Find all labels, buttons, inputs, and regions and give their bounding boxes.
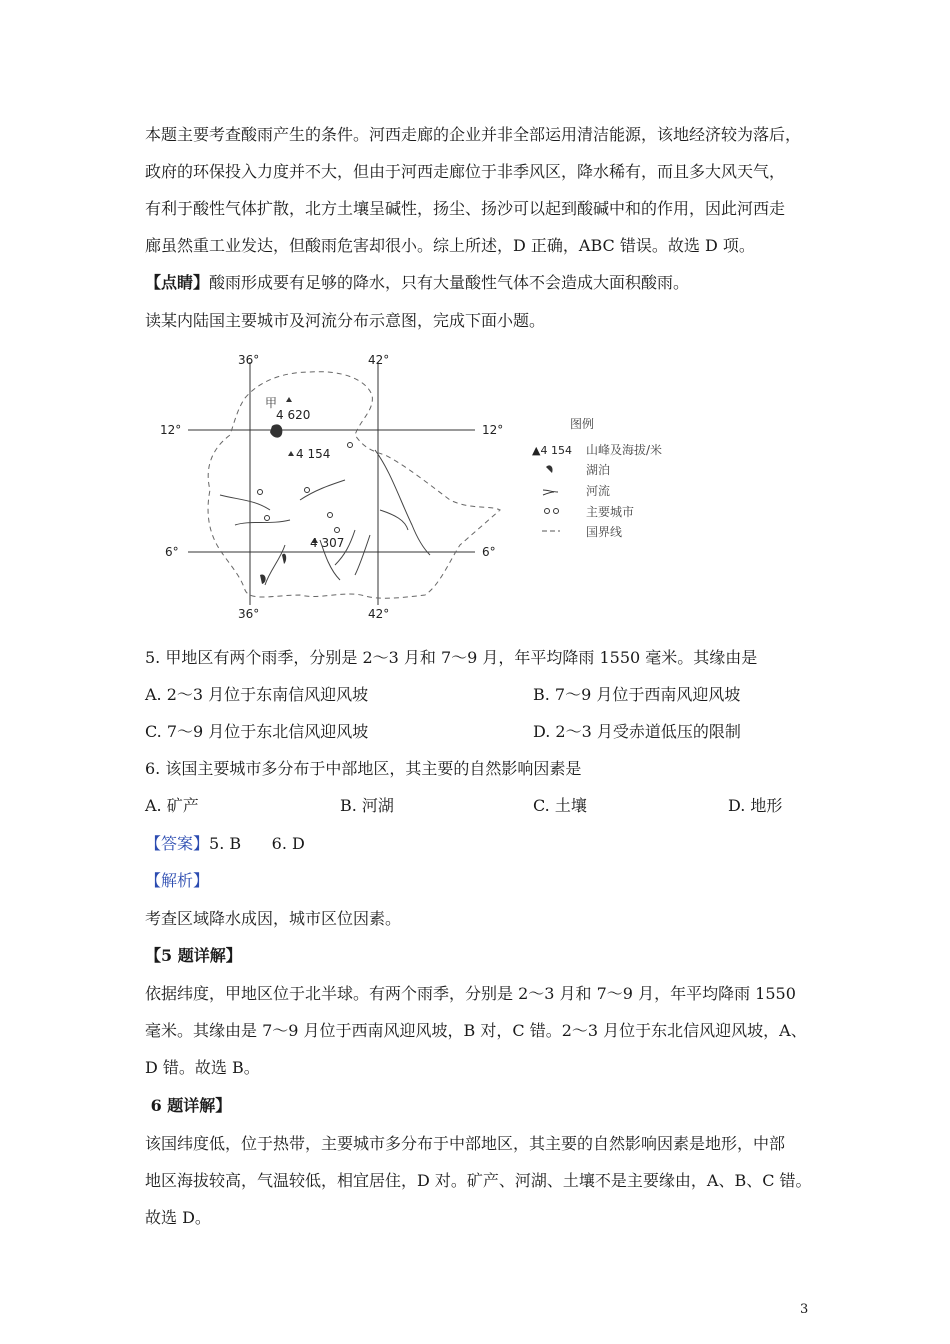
q6-option-a: A. 矿产 bbox=[145, 796, 199, 815]
q5-option-d: D. 2～3 月受赤道低压的限制 bbox=[533, 722, 741, 741]
q5-option-b: B. 7～9 月位于西南风迎风坡 bbox=[533, 685, 741, 704]
page-number: 3 bbox=[800, 1302, 809, 1317]
tip-label: 【点睛】 bbox=[145, 273, 210, 292]
analysis-text: 考查区域降水成因，城市区位因素。 bbox=[145, 909, 402, 928]
q5-stem: 5. 甲地区有两个雨季，分别是 2～3 月和 7～9 月，年平均降雨 1550 毫米。其缘由是 bbox=[145, 648, 758, 667]
intro-line: 廊虽然重工业发达，但酸雨危害却很小。综上所述，D 正确，ABC 错误。故选 D 项。 bbox=[145, 236, 755, 255]
intro-line: 政府的环保投入力度并不大，但由于河西走廊位于非季风区，降水稀有，而且多大风天气， bbox=[145, 162, 786, 181]
detail6-line: 地区海拔较高，气温较低，相宜居住，D 对。矿产、河湖、土壤不是主要缘由，A、B、C 错。 bbox=[145, 1171, 812, 1190]
answer-text: 5. B 6. D bbox=[209, 834, 305, 853]
tip-text: 酸雨形成要有足够的降水，只有大量酸性气体不会造成大面积酸雨。 bbox=[209, 273, 690, 292]
intro-line: 有利于酸性气体扩散，北方土壤呈碱性，扬尘、扬沙可以起到酸碱中和的作用，因此河西走 bbox=[145, 199, 786, 218]
detail5-line: 依据纬度，甲地区位于北半球。有两个雨季，分别是 2～3 月和 7～9 月，年平均降雨 1550 bbox=[145, 984, 796, 1003]
place-jia: 甲 bbox=[265, 396, 278, 410]
lat-6-left: 6° bbox=[165, 545, 179, 559]
lake-south-1 bbox=[282, 554, 286, 564]
detail6-line: 该国纬度低，位于热带，主要城市多分布于中部地区，其主要的自然影响因素是地形，中部 bbox=[145, 1134, 786, 1153]
lat-12-left: 12° bbox=[160, 423, 182, 437]
legend-city-label: 主要城市 bbox=[586, 505, 635, 519]
map-legend bbox=[532, 416, 662, 539]
bottom-lon-left: 36° bbox=[238, 607, 260, 621]
peak-label-1: 4 620 bbox=[276, 408, 311, 422]
lake-tana bbox=[270, 424, 282, 437]
analysis-label: 【解析】 bbox=[145, 871, 210, 890]
legend-lake-symbol bbox=[546, 465, 553, 473]
legend-river-label: 河流 bbox=[586, 484, 611, 498]
q6-option-d: D. 地形 bbox=[728, 796, 783, 815]
q6-option-c: C. 土壤 bbox=[533, 796, 587, 815]
detail5-line: 毫米。其缘由是 7～9 月位于西南风迎风坡，B 对，C 错。2～3 月位于东北信风迎风坡，A、 bbox=[145, 1021, 807, 1040]
legend-peak-symbol: ▲4 154 bbox=[532, 444, 572, 457]
legend-peak-label: 山峰及海拔/米 bbox=[586, 443, 663, 457]
national-border bbox=[208, 372, 500, 599]
map-intro: 读某内陆国主要城市及河流分布示意图，完成下面小题。 bbox=[145, 311, 546, 330]
peak-icon bbox=[288, 451, 294, 456]
detail5-label: 【5 题详解】 bbox=[145, 946, 242, 965]
rivers bbox=[220, 450, 430, 585]
peak-icon bbox=[286, 397, 292, 402]
answer-label: 【答案】 bbox=[145, 834, 210, 853]
legend-title: 图例 bbox=[570, 417, 595, 431]
country-map bbox=[150, 350, 710, 635]
tip-line bbox=[145, 273, 689, 293]
bottom-lon-right: 42° bbox=[368, 607, 390, 621]
lat-6-right: 6° bbox=[482, 545, 496, 559]
q5-option-c: C. 7～9 月位于东北信风迎风坡 bbox=[145, 722, 369, 741]
lat-12-right: 12° bbox=[482, 423, 504, 437]
lake-south-2 bbox=[260, 574, 266, 584]
legend-border-label: 国界线 bbox=[586, 525, 623, 539]
q5-option-a: A. 2～3 月位于东南信风迎风坡 bbox=[145, 685, 369, 704]
peak-label-2: 4 154 bbox=[296, 447, 331, 461]
intro-line: 本题主要考查酸雨产生的条件。河西走廊的企业并非全部运用清洁能源，该地经济较为落后， bbox=[145, 125, 802, 144]
legend-lake-label: 湖泊 bbox=[586, 463, 611, 477]
top-lon-left: 36° bbox=[238, 353, 260, 367]
q6-stem: 6. 该国主要城市多分布于中部地区，其主要的自然影响因素是 bbox=[145, 759, 582, 778]
q6-option-b: B. 河湖 bbox=[340, 796, 394, 815]
answer-line bbox=[145, 834, 305, 854]
legend-city-symbol bbox=[545, 509, 550, 514]
detail5-line: D 错。故选 B。 bbox=[145, 1058, 260, 1077]
detail6-line: 故选 D。 bbox=[145, 1208, 211, 1227]
legend-river-symbol bbox=[543, 490, 558, 495]
detail6-label: 6 题详解】 bbox=[145, 1096, 232, 1115]
peak-label-3: 4 307 bbox=[310, 536, 345, 550]
top-lon-right: 42° bbox=[368, 353, 390, 367]
